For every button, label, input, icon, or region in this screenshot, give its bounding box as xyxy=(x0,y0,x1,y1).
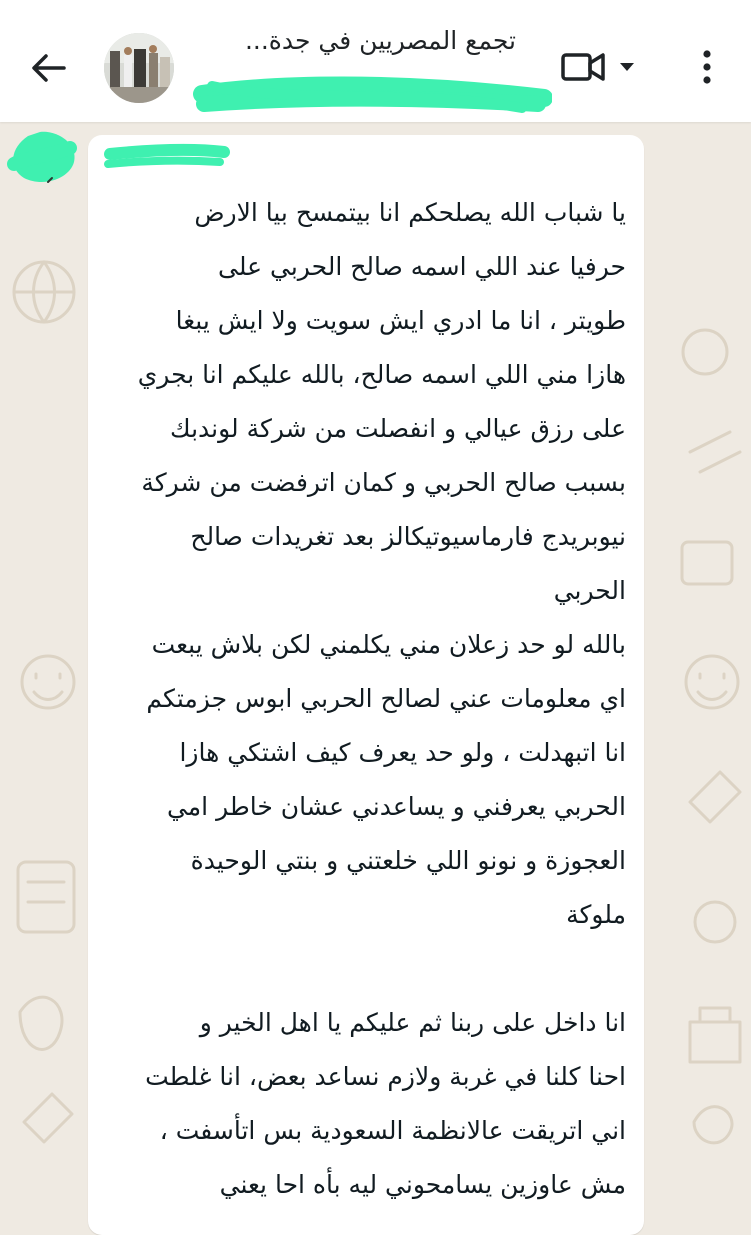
back-button[interactable] xyxy=(18,40,78,96)
more-options-button[interactable] xyxy=(690,40,724,94)
video-call-button[interactable] xyxy=(560,44,650,90)
group-avatar[interactable] xyxy=(104,33,174,103)
video-call-icon xyxy=(560,49,606,85)
group-name[interactable]: تجمع المصريين في جدة... xyxy=(244,26,516,55)
chat-header xyxy=(0,0,751,122)
group-photo-image xyxy=(104,33,174,103)
arrow-left-icon xyxy=(30,53,66,83)
caret-down-icon xyxy=(618,61,636,73)
redaction-mark xyxy=(192,74,552,118)
more-vertical-icon xyxy=(702,49,712,85)
message-text: يا شباب الله يصلحكم انا بيتمسح بيا الارض حرفيا عند اللي اسمه صالح الحربي على طويتر ، انا ما ادري ايش سويت ولا ايش يبغا هازا مني اللي اسمه صالح، بالله عليكم انا بجري على رزق عيالي و انفصلت من شركة لوندبك بسبب صالح الحربي و كمان اترفضت من شركة نيوبريدج فارماسيوتيكالز بعد تغريدات صالح الحربي بالله لو حد زعلان مني يكلمني لكن بلاش يبعت اي معلومات عني لصالح الحربي ابوس جزمتكم انا اتبهدلت ، ولو حد يعرف كيف اشتكي هازا الحربي يعرفني و يساعدني عشان خاطر امي العجوزة و نونو اللي خلعتني و بنتي الوحيدة ملوكة انا داخل على ربنا ثم عليكم يا اهل الخير و احنا كلنا في غربة ولازم نساعد بعض، انا غلطت اني اتريقت عالانظمة السعودية بس اتأسفت ، مش عاوزين يسامحوني ليه بأه احا يعني xyxy=(137,198,626,1199)
